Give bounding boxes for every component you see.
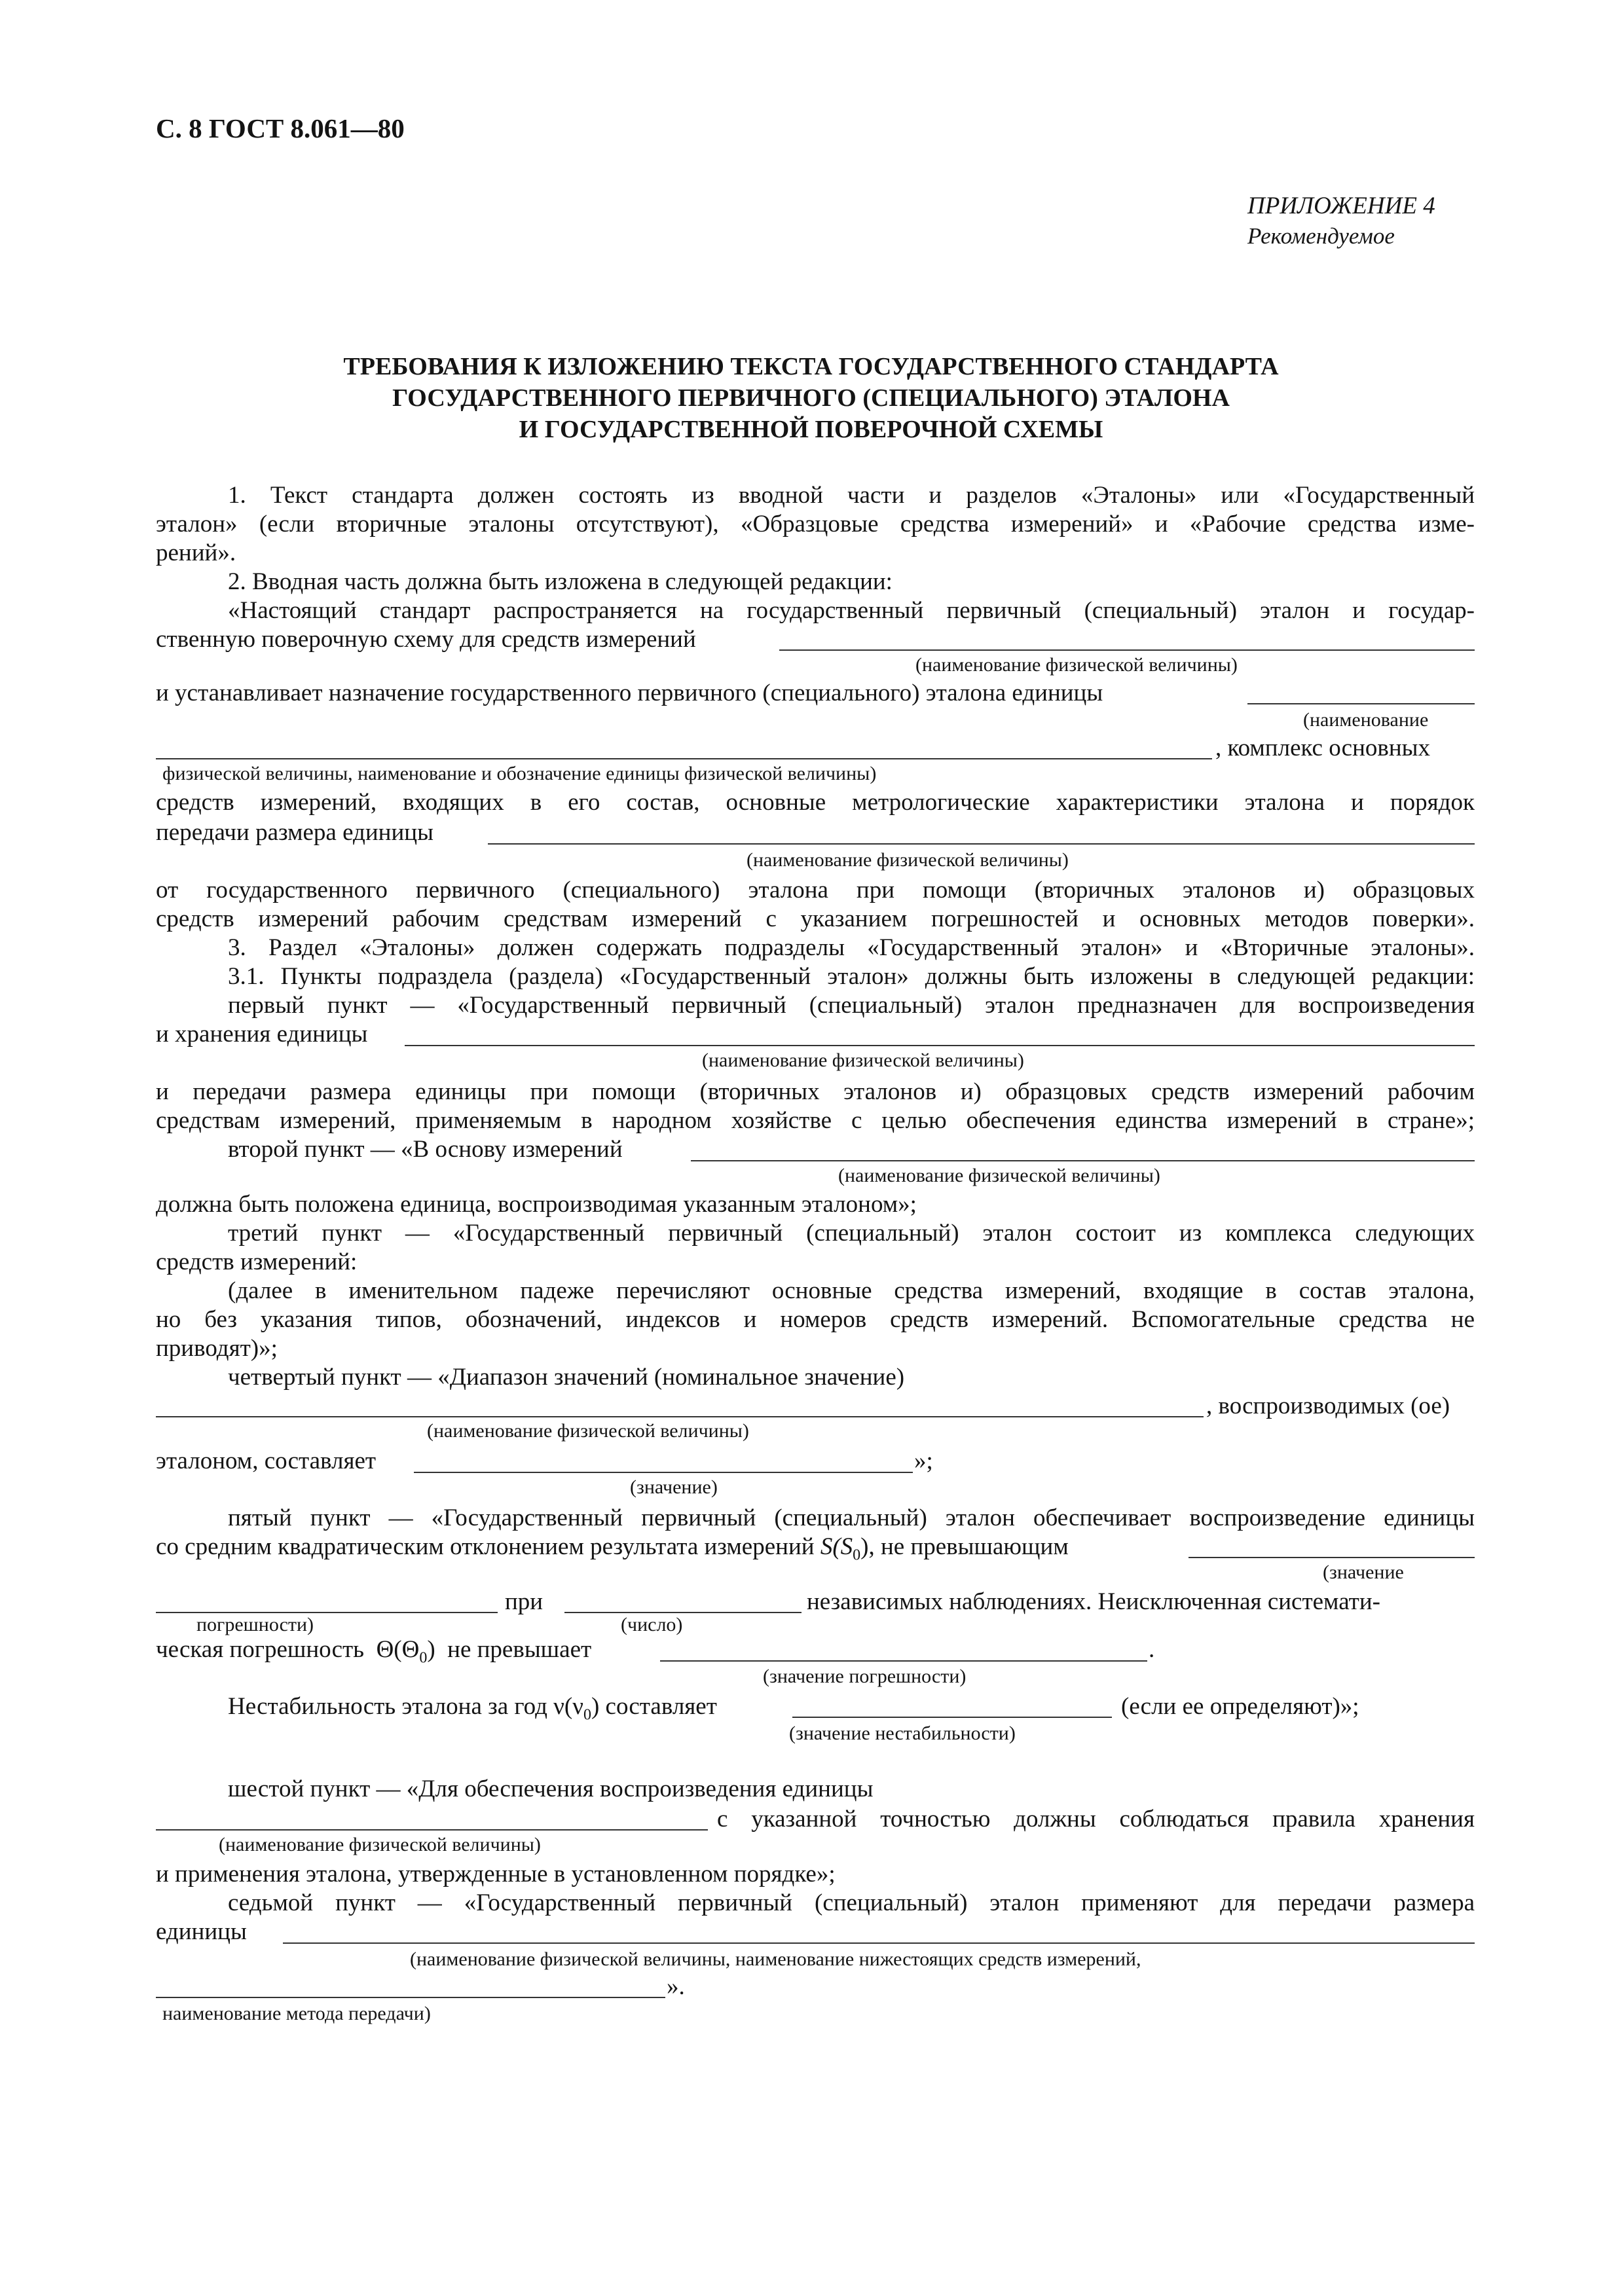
- field-caption: (наименование физической величины): [915, 654, 1238, 676]
- para-1-line-2: эталон» (если вторичные эталоны отсутствуют), «Образцовые средства измерений» и «Рабочие средства изме-: [156, 511, 1475, 538]
- field-caption: (наименование физической величины): [746, 849, 1069, 871]
- field-caption: погрешности): [196, 1614, 314, 1635]
- field-caption: наименование метода передачи): [162, 2003, 431, 2024]
- item-2-line-2: должна быть положена единица, воспроизводимая указанным эталоном»;: [156, 1191, 917, 1218]
- field-caption: (значение: [1323, 1561, 1404, 1583]
- field-caption: (наименование физической величины, наименование нижестоящих средств измерений,: [410, 1948, 1141, 1970]
- item-5-line-5-end: (если ее определяют)»;: [1121, 1693, 1359, 1720]
- item-4-line-1: четвертый пункт — «Диапазон значений (номинальное значение): [228, 1364, 905, 1391]
- field-caption: (наименование: [1303, 709, 1429, 731]
- field-caption: (наименование физической величины): [838, 1165, 1160, 1186]
- blank-line: [414, 1472, 913, 1473]
- quote-2-line-1: и устанавливает назначение государственного первичного (специального) эталона единицы: [156, 680, 1103, 706]
- item-1-line-3: и передачи размера единицы при помощи (вторичных эталонов и) образцовых средств измерений рабочим: [156, 1078, 1475, 1105]
- blank-line: [691, 1160, 1475, 1161]
- blank-line: [1189, 1557, 1475, 1558]
- item-1-line-4: средствам измерений, применяемым в народном хозяйстве с целью обеспечения единства измерений в стране»;: [156, 1107, 1475, 1134]
- field-caption: (значение нестабильности): [789, 1722, 1016, 1744]
- item-3-line-1: третий пункт — «Государственный первичный (специальный) эталон состоит из комплекса следующих: [228, 1220, 1475, 1247]
- item-5-line-1: пятый пункт — «Государственный первичный (специальный) эталон обеспечивает воспроизведение единицы: [228, 1504, 1475, 1531]
- quote-4-line-1: от государственного первичного (специального) эталона при помощи (вторичных эталонов и) образцовых: [156, 877, 1475, 903]
- page-reference: С. 8 ГОСТ 8.061—80: [156, 113, 405, 143]
- quote-1-line-1: «Настоящий стандарт распространяется на государственный первичный (специальный) эталон и государ-: [228, 597, 1475, 624]
- quote-4-line-2: средств измерений рабочим средствам измерений с указанием погрешностей и основных методов поверки».: [156, 905, 1475, 932]
- blank-line: [405, 1045, 1475, 1046]
- item-4-line-2-end: , воспроизводимых (ое): [1206, 1393, 1450, 1419]
- item-7-line-2: единицы: [156, 1918, 247, 1945]
- title-line-2: ГОСУДАРСТВЕННОГО ПЕРВИЧНОГО (СПЕЦИАЛЬНОГО) ЭТАЛОНА: [392, 384, 1230, 412]
- item-3-line-4: но без указания типов, обозначений, индексов и номеров средств измерений. Вспомогательные средства не: [156, 1306, 1475, 1333]
- title-line-3: И ГОСУДАРСТВЕННОЙ ПОВЕРОЧНОЙ СХЕМЫ: [519, 416, 1103, 443]
- field-caption: (число): [621, 1614, 683, 1635]
- item-5-line-4-dot: .: [1149, 1636, 1155, 1663]
- para-1-line-1: 1. Текст стандарта должен состоять из вводной части и разделов «Эталоны» или «Государственный: [228, 482, 1475, 509]
- item-5-line-5: Нестабильность эталона за год $\nu(\nu_0)$ составляет: [228, 1693, 717, 1724]
- blank-line: [488, 843, 1475, 845]
- blank-line: [779, 649, 1475, 651]
- blank-line: [792, 1717, 1112, 1718]
- blank-line: [564, 1612, 802, 1613]
- item-4-line-3: эталоном, составляет: [156, 1448, 377, 1474]
- appendix-label: ПРИЛОЖЕНИЕ 4: [1247, 192, 1435, 219]
- field-caption: физической величины, наименование и обозначение единицы физической величины): [162, 763, 877, 784]
- item-3-line-5: приводят)»;: [156, 1335, 278, 1362]
- blank-line: [1247, 703, 1475, 704]
- quote-2-line-2-end: , комплекс основных: [1215, 735, 1430, 761]
- title-line-1: ТРЕБОВАНИЯ К ИЗЛОЖЕНИЮ ТЕКСТА ГОСУДАРСТВЕННОГО СТАНДАРТА: [343, 353, 1279, 380]
- blank-line: [283, 1942, 1475, 1944]
- item-6-line-2-end: с указанной точностью должны соблюдаться правила хранения: [717, 1806, 1475, 1832]
- field-caption: (значение): [630, 1476, 718, 1498]
- item-7-line-1: седьмой пункт — «Государственный первичный (специальный) эталон применяют для передачи размера: [228, 1889, 1475, 1916]
- para-2: 2. Вводная часть должна быть изложена в следующей редакции:: [228, 568, 893, 595]
- field-caption: (наименование физической величины): [702, 1049, 1024, 1071]
- item-3-line-3: (далее в именительном падеже перечисляют основные средства измерений, входящие в состав эталона,: [228, 1277, 1475, 1304]
- item-6-line-3: и применения эталона, утвержденные в установленном порядке»;: [156, 1861, 836, 1887]
- item-5-line-2: со средним квадратическим отклонением результата измерений $S(S_0)$, не превышающим: [156, 1533, 1069, 1564]
- field-caption: (значение погрешности): [763, 1666, 967, 1687]
- blank-line: [660, 1660, 1147, 1662]
- quote-3-line-1: средств измерений, входящих в его состав, основные метрологические характеристики эталона и порядок: [156, 789, 1475, 816]
- item-6-line-1: шестой пункт — «Для обеспечения воспроизведения единицы: [228, 1776, 874, 1802]
- para-3-1: 3.1. Пункты подраздела (раздела) «Государственный эталон» должны быть изложены в следующей редакции:: [228, 963, 1475, 990]
- quote-3-line-2: передачи размера единицы: [156, 819, 433, 846]
- field-caption: (наименование физической величины): [219, 1834, 541, 1855]
- blank-line: [156, 758, 1212, 759]
- quote-1-line-2: ственную поверочную схему для средств измерений: [156, 626, 696, 653]
- item-7-line-3-end: ».: [667, 1973, 685, 2000]
- blank-line: [156, 1416, 1204, 1417]
- para-1-line-3: рений».: [156, 539, 236, 566]
- item-4-line-3-end: »;: [914, 1448, 933, 1474]
- blank-line: [156, 1997, 665, 1998]
- item-5-line-4: ческая погрешность $\Theta(\Theta_0)$ не превышает: [156, 1636, 592, 1667]
- item-5-line-3-end: независимых наблюдениях. Неисключенная системати-: [807, 1588, 1380, 1615]
- appendix-status: Рекомендуемое: [1247, 223, 1395, 249]
- item-1-line-1: первый пункт — «Государственный первичный (специальный) эталон предназначен для воспроизведения: [228, 992, 1475, 1019]
- field-caption: (наименование физической величины): [427, 1420, 749, 1442]
- item-1-line-2: и хранения единицы: [156, 1021, 368, 1048]
- para-3: 3. Раздел «Эталоны» должен содержать подразделы «Государственный эталон» и «Вторичные эталоны».: [228, 934, 1475, 961]
- blank-line: [156, 1829, 708, 1831]
- item-2-line-1: второй пункт — «В основу измерений: [228, 1136, 623, 1163]
- item-5-line-3-mid: при: [505, 1588, 544, 1615]
- item-3-line-2: средств измерений:: [156, 1248, 358, 1275]
